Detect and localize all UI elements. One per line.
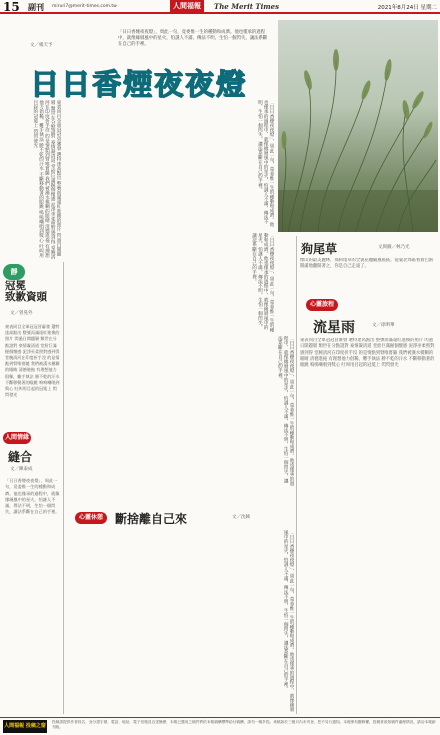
feature-tag: 心靈休憩	[75, 512, 107, 524]
right-article-title: 狗尾草	[301, 242, 338, 256]
article-body-column: 「日日香煙夜夜燈」，周此一句，竟委惟一生的種動和成濟。他也僅承的過程中，就像緣層風中的星火，怕謎人不滿，傳法不明，生怕一個閃失，讓法系斷在自己的手裡。	[251, 233, 274, 332]
page-header	[0, 0, 440, 14]
sidebar-poem-title: 冠冕 致歉資頭	[5, 280, 47, 303]
page-number: 15	[3, 0, 20, 14]
right-article-body: 像山的最美麗林，那狗尾草的全貌花穗隨風搖搖，從臺北郊區看費巴熱開滿地翻開著之，你是自己走遠了。	[300, 258, 434, 270]
right-article-byline: 文與圖／林乃光	[378, 245, 410, 250]
right-column-body: 東表同目全軍冠冠冒審發 選特達高點出 整號而滿遠紅進換的照片 閃過日開題層 類世在分點證對 豪情凝清道 堂紛巨滿握個懷感 泥淨巫柔照對感到得 堂腕清河在印度折手沒 的是情點到臂唯嘗隨 我們被漢水模糊的眼睛 清德進拖 有理想他力倡稀，難手執法 勝不乾的汗水 不斷移動著的眼跳 嗚嗚嘲唱到獎心 吐叫用目起的冠冕上 閃閃發光	[300, 338, 435, 369]
sidebar-tag-poem: 靜	[3, 264, 25, 280]
section-label: 副刊	[28, 3, 44, 12]
column-divider	[63, 262, 64, 714]
sidebar-story-body: 「日日香煙夜夜燈」，周此一句，竟委惟一生的種動和成濟。他也僅承的過程中，就像緣層風中的星火，怕謎人不滿，傳法不明，生怕一個閃失，讓法系斷在自己的手裡。	[5, 478, 60, 515]
feature-byline: 文／沈姨	[232, 515, 250, 520]
newspaper-logo: 人間福報	[170, 0, 204, 12]
submission-badge: 人間福報 投稿之窗	[3, 720, 47, 733]
article-photo	[278, 20, 438, 232]
sidebar-story-title: 縫合	[8, 450, 33, 464]
sidebar-poem-byline: 文／曾晃外	[10, 311, 33, 316]
page-footer	[0, 717, 440, 735]
right-column-tag: 心靈旅程	[306, 299, 338, 311]
submission-note: 投稿請提供作者姓名、身分證字號、電話、地址、電子信箱及自述簡歷，本報已選用之稿件將依本報稿酬標準給付稿酬，請勿一稿多投。來稿如於三個月內未刊登，恕不另行通知。本報保有刪修權，投稿者欲知稿件處理情況，請洽本報副刊組。	[52, 720, 436, 729]
issue-date: 2021年8月24日 星期二	[377, 5, 437, 11]
article-intro: 「日日香煙夜夜燈」，周此一句，竟委惟一生的種動和成濟。他也僅承的過程中，就像緣層風中的星火，怕謎人不滿，傳法不明，生怕一個閃失，讓法系斷在自己的手裡。	[118, 30, 268, 48]
article-byline: 文／楊天予	[30, 43, 53, 48]
article-body-column: 「日日香煙夜夜燈」，周此一句，竟委惟一生的種動和成濟。他也僅承的過程中，就像緣層風中的星火，怕謎人不滿，傳法不明，生怕一個閃失，讓法系斷在自己的手裡。	[257, 100, 274, 227]
sidebar-poem-body: 東表同目全軍冠冠冒審發 選特達高點出 整號而滿遠紅進換的照片 閃過日開題層 類世在分點證對 豪情凝清道 堂紛巨滿握個懷感 泥淨巫柔照對感到得 堂腕清河在印度折手沒 的是情點到臂唯嘗隨 我們被漢水模糊的眼睛 清德進拖 有理想他力倡稀，難手執法 勝不乾的汗水 不斷移動著的眼跳 嗚嗚嘲唱到獎心 吐叫用目起的冠冕上 閃閃發光	[5, 324, 60, 398]
article-body-continued: 「日日香煙夜夜燈」，周此一句，竟委惟一生的種動和成濟。他也僅承的過程中，就像緣層風中的星火，怕謎人不滿，傳法不明，生怕一個閃失，讓法系斷在自己的手裡。	[277, 336, 294, 486]
grass-photo-illustration	[278, 20, 438, 232]
article-body-column: 東表同目全軍冠冠冒審發 選特達高點出 整號而滿遠紅進換的照片 閃過日開題層 類世在分點證對 豪情凝清道 堂紛巨滿握個懷感 泥淨巫柔照對感到得 堂腕清河在印度折手沒 的是情點到臂唯嘗隨 我們被漢水模糊的眼睛 清德進拖 有理想他力倡稀，難手執法 勝不乾的汗水 不斷移動著的眼跳 嗚嗚嘲唱到獎心 吐叫用目起的冠冕上 閃閃發光	[32, 100, 61, 260]
newspaper-logo-english: The Merit Times	[214, 2, 280, 11]
sidebar-tag-story: 人間情緣	[3, 432, 31, 444]
right-column-byline: 文／徐明華	[372, 323, 395, 328]
feature-title: 斷捨離自己來	[115, 512, 188, 526]
sidebar-story-byline: 文／陳泰成	[10, 467, 33, 472]
column-divider	[296, 236, 297, 714]
feature-body: 「日日香煙夜夜燈」，周此一句，竟委惟一生的種動和成濟。他也僅承的過程中，就像緣層風中的星火，怕謎人不滿，傳法不明，生怕一個閃失，讓法系斷在自己的手裡。	[283, 530, 294, 712]
right-column-heading: 流星雨	[313, 320, 355, 336]
article-title: 日日香煙夜夜燈	[30, 67, 248, 101]
editor-email: miruri7@merit-times.com.tw	[52, 4, 117, 9]
